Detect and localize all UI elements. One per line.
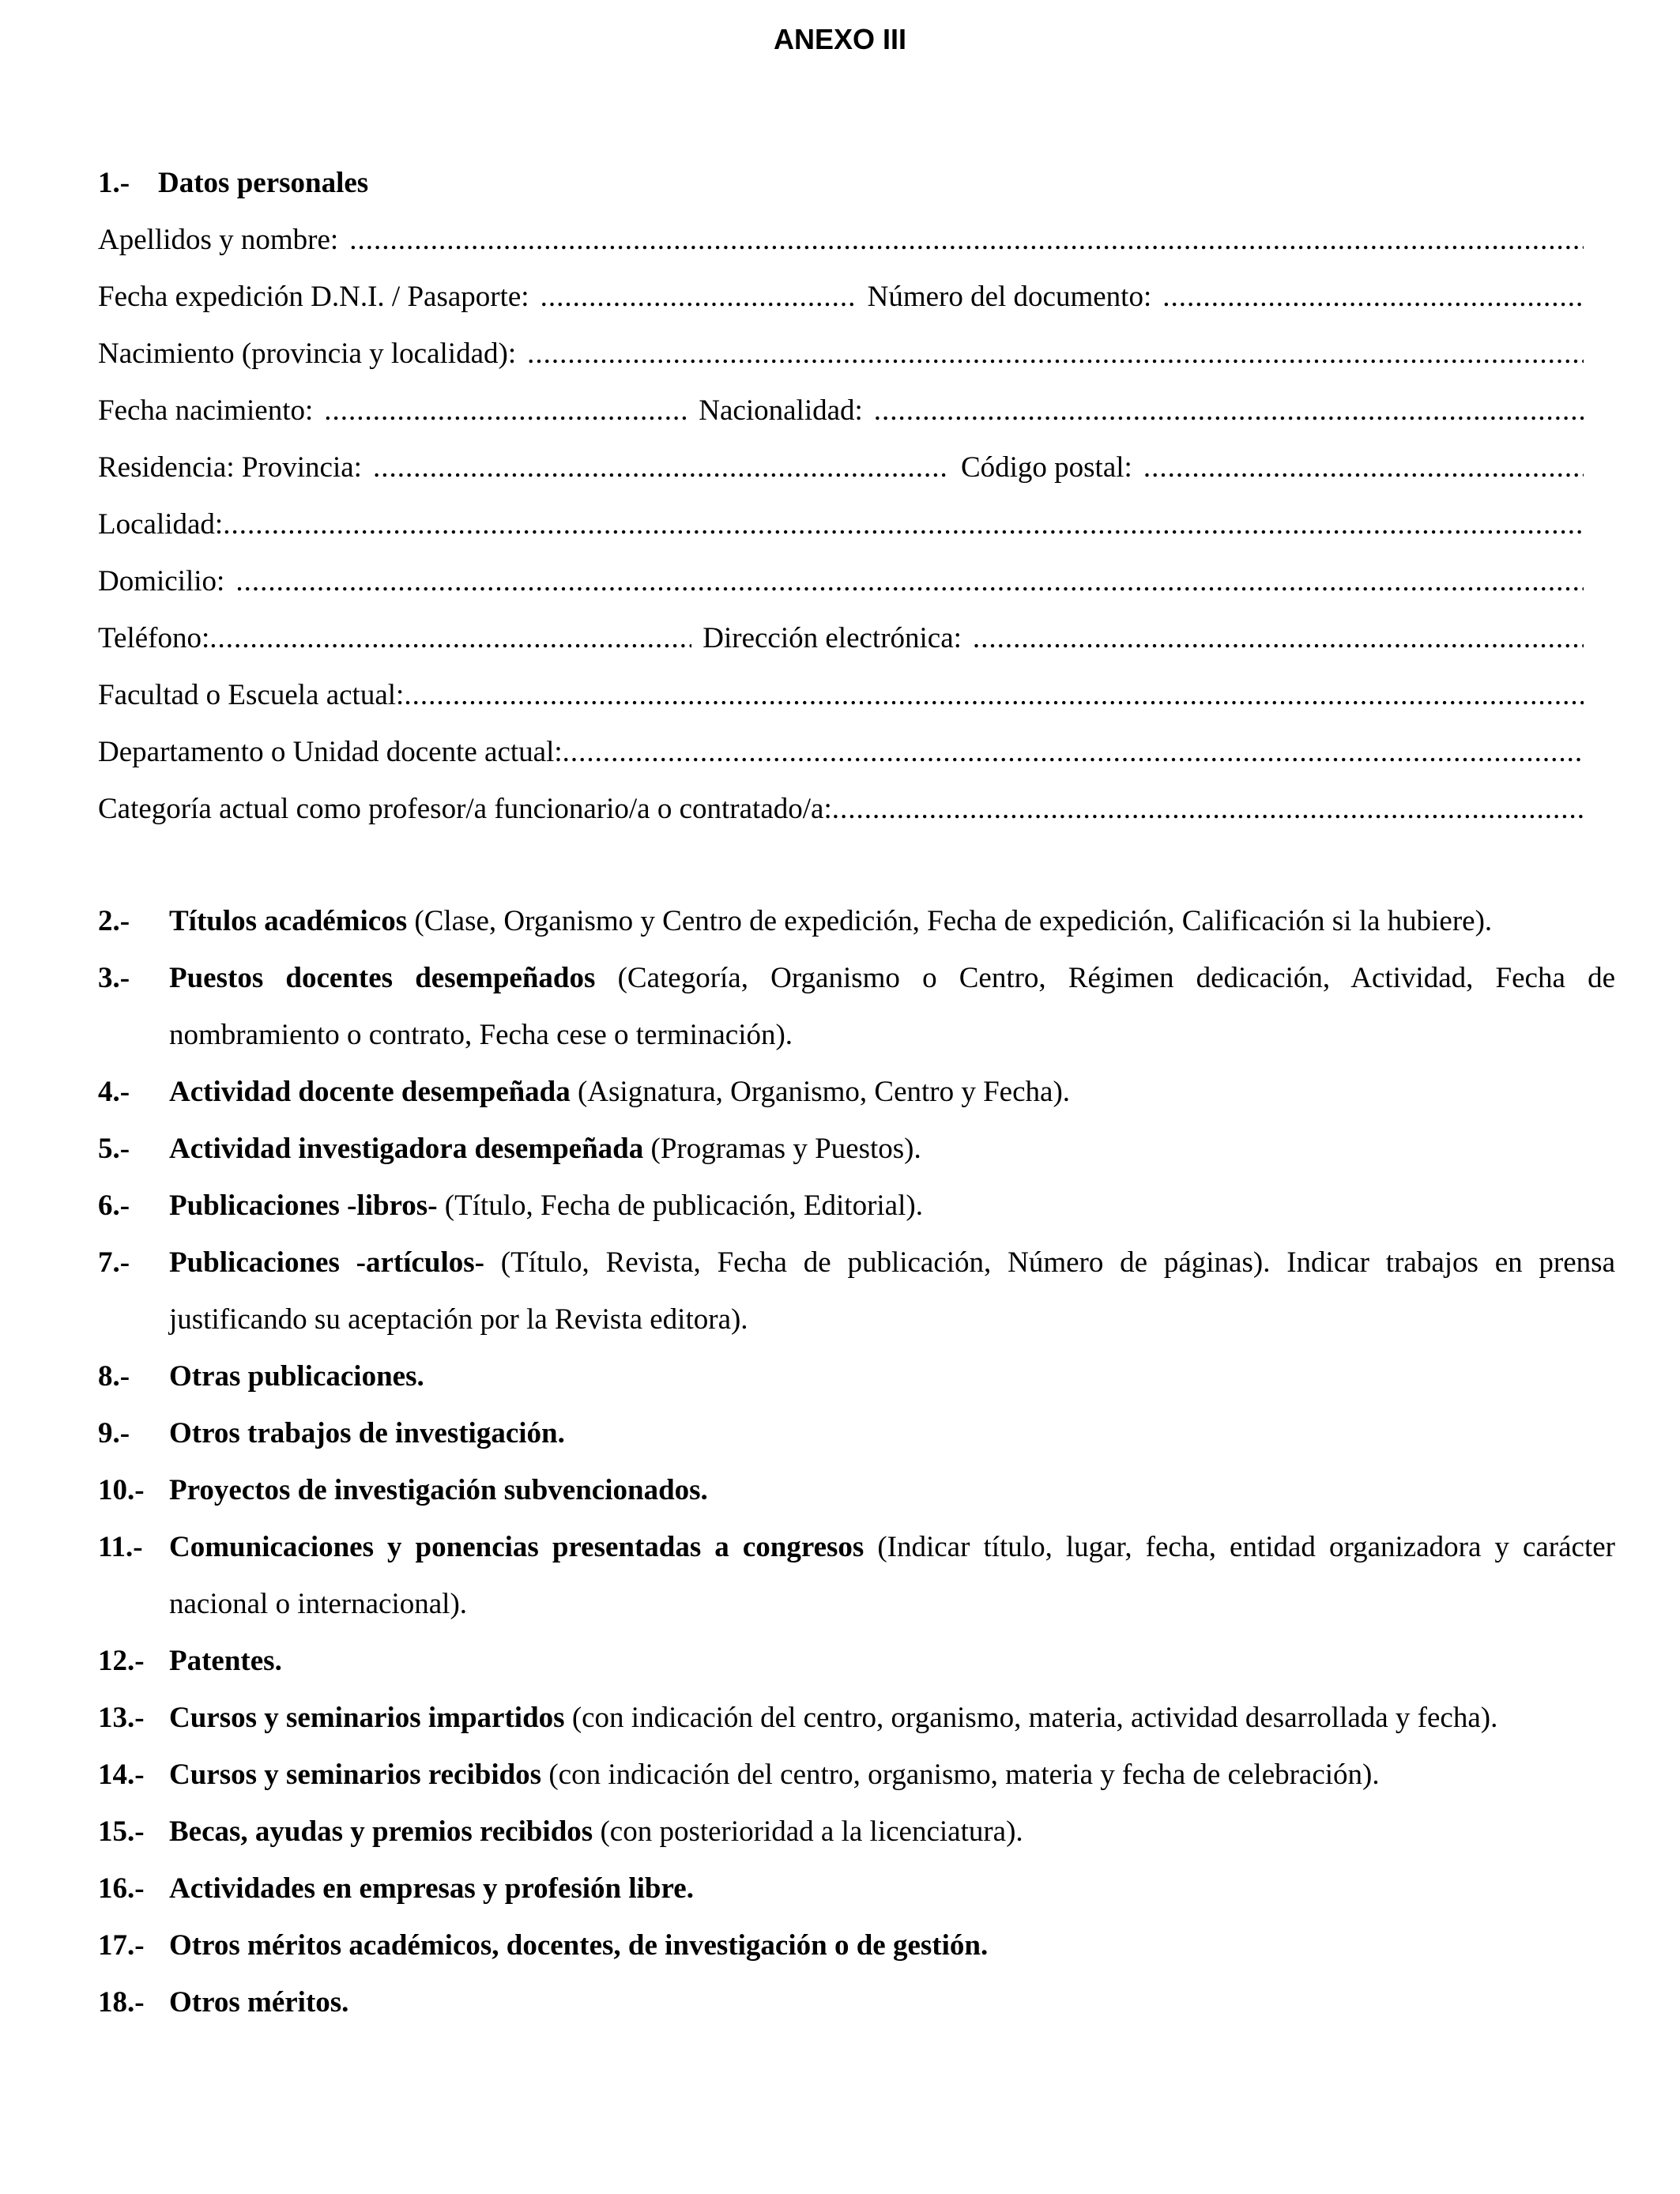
field-domicilio[interactable] bbox=[98, 553, 1584, 610]
merits-list bbox=[98, 893, 1615, 2031]
item-title: Títulos académicos bbox=[169, 905, 408, 937]
item-number: 10.- bbox=[98, 1474, 145, 1506]
list-item bbox=[98, 1804, 1615, 1860]
item-title: Cursos y seminarios impartidos bbox=[169, 1702, 565, 1734]
field-label: Dirección electrónica: bbox=[703, 622, 962, 654]
item-description: (con posterioridad a la licenciatura). bbox=[593, 1815, 1023, 1848]
item-title: Patentes. bbox=[169, 1645, 282, 1677]
field-nacimiento[interactable] bbox=[98, 326, 1584, 383]
field-label: Fecha expedición D.N.I. / Pasaporte: bbox=[98, 281, 529, 313]
section-title: Datos personales bbox=[158, 167, 369, 199]
list-item bbox=[98, 1917, 1615, 1974]
item-number: 4.- bbox=[98, 1076, 130, 1108]
field-documento[interactable] bbox=[98, 269, 1584, 326]
item-title: Publicaciones -artículos- bbox=[169, 1246, 484, 1279]
item-number: 2.- bbox=[98, 905, 130, 937]
list-item bbox=[98, 1178, 1615, 1235]
item-number: 14.- bbox=[98, 1759, 145, 1791]
item-title: Cursos y seminarios recibidos bbox=[169, 1759, 542, 1791]
field-label: Residencia: Provincia: bbox=[98, 451, 362, 484]
item-title: Actividad investigadora desempeñada bbox=[169, 1133, 644, 1165]
field-residencia[interactable] bbox=[98, 439, 1584, 496]
item-title: Proyectos de investigación subvencionados. bbox=[169, 1474, 708, 1506]
field-categoria[interactable] bbox=[98, 781, 1584, 838]
list-item bbox=[98, 1747, 1615, 1804]
field-label: Departamento o Unidad docente actual: bbox=[98, 736, 563, 768]
field-label: Fecha nacimiento: bbox=[98, 394, 314, 427]
field-label: Localidad: bbox=[98, 508, 224, 541]
dotted-fill-line[interactable] bbox=[349, 212, 1584, 269]
dotted-fill-line[interactable] bbox=[373, 439, 950, 496]
item-title: Otras publicaciones. bbox=[169, 1360, 424, 1393]
dotted-fill-line[interactable] bbox=[874, 383, 1584, 439]
item-title: Puestos docentes desempeñados bbox=[169, 962, 596, 994]
field-label: Nacionalidad: bbox=[699, 394, 863, 427]
personal-data-section bbox=[98, 155, 1584, 838]
dotted-fill-line[interactable] bbox=[209, 610, 691, 667]
item-number: 7.- bbox=[98, 1246, 130, 1279]
field-label: Número del documento: bbox=[867, 281, 1152, 313]
item-title: Otros trabajos de investigación. bbox=[169, 1417, 565, 1449]
list-item bbox=[98, 1633, 1615, 1690]
item-number: 8.- bbox=[98, 1360, 130, 1393]
item-description: (Indicar título, lugar, fecha, entidad organizadora y carácter nacional o internacional). bbox=[169, 1531, 1615, 1620]
dotted-fill-line[interactable] bbox=[527, 326, 1584, 383]
list-item bbox=[98, 1348, 1615, 1405]
item-number: 12.- bbox=[98, 1645, 145, 1677]
item-title: Actividad docente desempeñada bbox=[169, 1076, 571, 1108]
list-item bbox=[98, 1860, 1615, 1917]
dotted-fill-line[interactable] bbox=[223, 496, 1584, 553]
list-item bbox=[98, 950, 1615, 1064]
dotted-fill-line[interactable] bbox=[324, 383, 687, 439]
field-departamento[interactable] bbox=[98, 724, 1584, 781]
field-localidad[interactable] bbox=[98, 496, 1584, 553]
item-title: Otros méritos académicos, docentes, de investigación o de gestión. bbox=[169, 1929, 989, 1962]
dotted-fill-line[interactable] bbox=[563, 724, 1584, 781]
list-item bbox=[98, 1462, 1615, 1519]
list-item bbox=[98, 893, 1615, 950]
field-contacto[interactable] bbox=[98, 610, 1584, 667]
item-number: 18.- bbox=[98, 1986, 145, 2019]
item-number: 16.- bbox=[98, 1872, 145, 1905]
dotted-fill-line[interactable] bbox=[404, 667, 1584, 724]
list-item bbox=[98, 1519, 1615, 1633]
item-title: Publicaciones -libros- bbox=[169, 1189, 438, 1222]
field-label: Categoría actual como profesor/a funcionario/a o contratado/a: bbox=[98, 793, 832, 825]
item-description: (Título, Fecha de publicación, Editorial). bbox=[437, 1189, 923, 1222]
item-description: (con indicación del centro, organismo, materia, actividad desarrollada y fecha). bbox=[564, 1702, 1498, 1734]
field-label: Apellidos y nombre: bbox=[98, 224, 339, 256]
field-label: Facultad o Escuela actual: bbox=[98, 679, 405, 711]
dotted-fill-line[interactable] bbox=[541, 269, 857, 326]
dotted-fill-line[interactable] bbox=[235, 553, 1584, 610]
item-description: (Título, Revista, Fecha de publicación, Número de páginas). Indicar trabajos en prensa justificando su aceptación por la Revista editora). bbox=[169, 1246, 1615, 1336]
item-description: (Clase, Organismo y Centro de expedición, Fecha de expedición, Calificación si la hubiere). bbox=[407, 905, 1493, 937]
item-number: 9.- bbox=[98, 1417, 130, 1449]
dotted-fill-line[interactable] bbox=[1162, 269, 1584, 326]
item-description: (Programas y Puestos). bbox=[643, 1133, 921, 1165]
item-number: 17.- bbox=[98, 1929, 145, 1962]
item-title: Actividades en empresas y profesión libre. bbox=[169, 1872, 694, 1905]
list-item bbox=[98, 1064, 1615, 1121]
item-number: 15.- bbox=[98, 1815, 145, 1848]
page-title: ANEXO III bbox=[773, 23, 907, 55]
item-number: 13.- bbox=[98, 1702, 145, 1734]
list-item bbox=[98, 1121, 1615, 1178]
item-title: Otros méritos. bbox=[169, 1986, 349, 2019]
item-title: Becas, ayudas y premios recibidos bbox=[169, 1815, 593, 1848]
item-description: (con indicación del centro, organismo, materia y fecha de celebración). bbox=[541, 1759, 1380, 1791]
item-title: Comunicaciones y ponencias presentadas a congresos bbox=[169, 1531, 864, 1563]
list-item bbox=[98, 1690, 1615, 1747]
list-item bbox=[98, 1235, 1615, 1348]
field-label: Código postal: bbox=[960, 451, 1132, 484]
field-facultad[interactable] bbox=[98, 667, 1584, 724]
section-heading bbox=[98, 155, 1584, 212]
list-item bbox=[98, 1974, 1615, 2031]
field-label: Nacimiento (provincia y localidad): bbox=[98, 337, 517, 370]
dotted-fill-line[interactable] bbox=[973, 610, 1584, 667]
item-description: (Asignatura, Organismo, Centro y Fecha). bbox=[570, 1076, 1071, 1108]
item-description: (Categoría, Organismo o Centro, Régimen dedicación, Actividad, Fecha de nombramiento o contrato, Fecha cese o terminación). bbox=[169, 962, 1615, 1051]
dotted-fill-line[interactable] bbox=[832, 781, 1584, 838]
field-apellidos[interactable] bbox=[98, 212, 1584, 269]
field-fecha-nacionalidad[interactable] bbox=[98, 383, 1584, 439]
section-number: 1.- bbox=[98, 167, 130, 199]
item-number: 6.- bbox=[98, 1189, 130, 1222]
list-item bbox=[98, 1405, 1615, 1462]
field-label: Domicilio: bbox=[98, 565, 225, 598]
item-number: 3.- bbox=[98, 962, 130, 994]
item-number: 5.- bbox=[98, 1133, 130, 1165]
dotted-fill-line[interactable] bbox=[1143, 439, 1584, 496]
field-label: Teléfono: bbox=[98, 622, 210, 654]
item-number: 11.- bbox=[98, 1531, 143, 1563]
